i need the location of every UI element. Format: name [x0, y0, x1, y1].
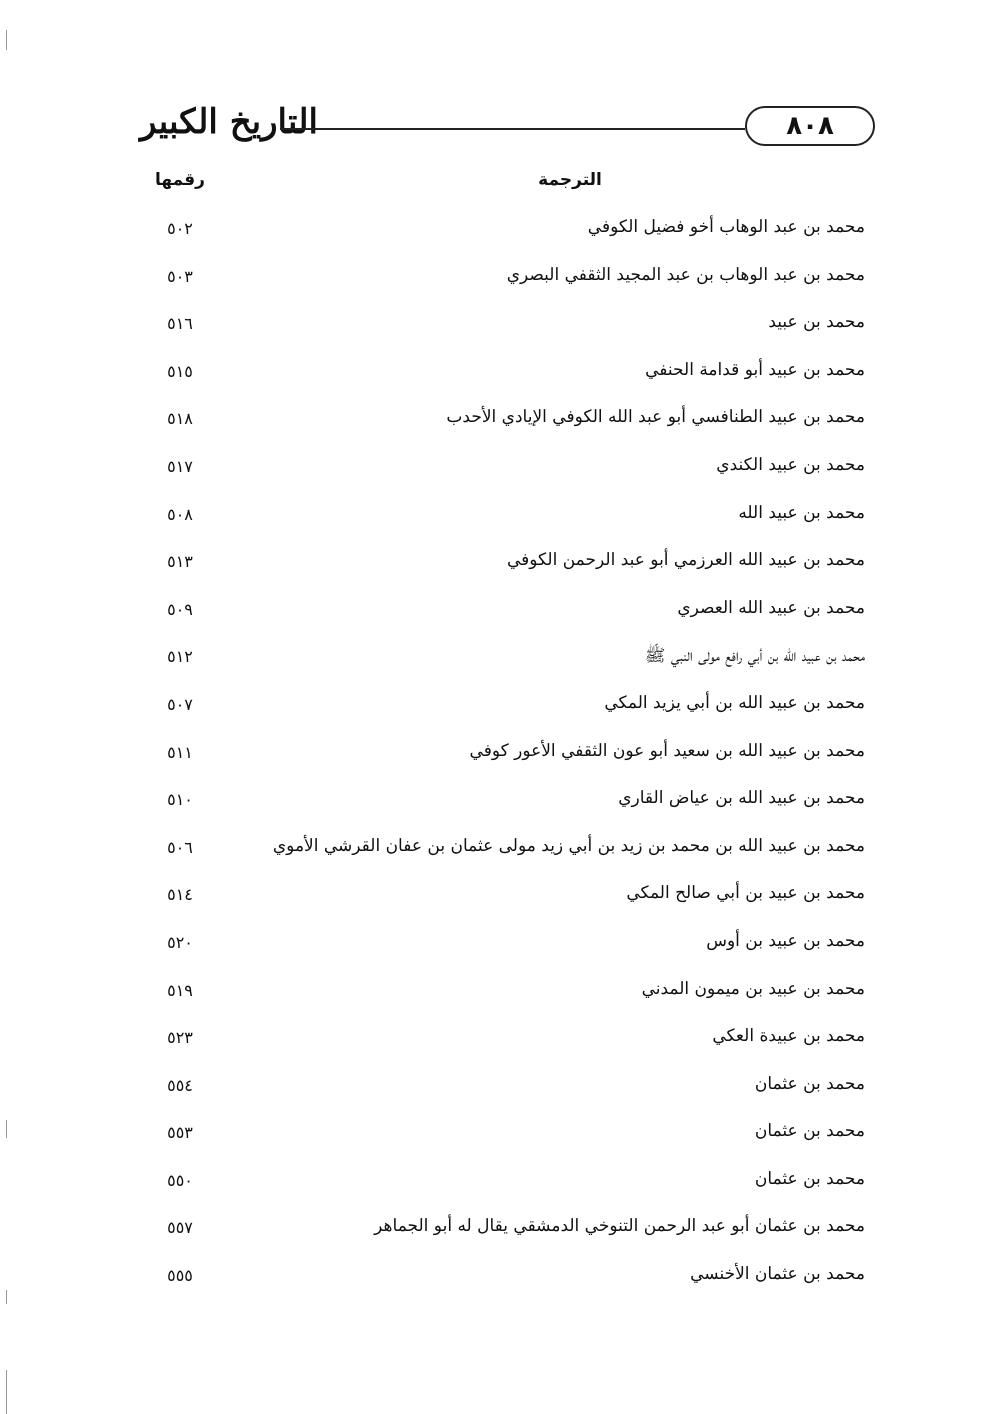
entry-number: ٥١٧ — [167, 456, 193, 476]
entry-number: ٥٠٣ — [167, 266, 193, 286]
entry-name: محمد بن عبيد بن ميمون المدني — [641, 978, 865, 999]
entry-number: ٥٠٢ — [167, 219, 193, 238]
entry-number: ٥٥٥ — [167, 1266, 193, 1286]
index-row — [150, 493, 865, 541]
scan-edge-mark — [6, 30, 7, 50]
index-row — [150, 873, 865, 921]
entry-number: ٥١٤ — [167, 885, 193, 905]
header-rule — [280, 128, 745, 130]
index-row — [150, 1254, 865, 1302]
index-row — [150, 350, 865, 398]
entry-name: محمد بن عبد الوهاب أخو فضيل الكوفي — [587, 217, 865, 237]
entry-name: محمد بن عبيد بن أبي صالح المكي — [626, 883, 865, 904]
entry-name: محمد بن عثمان أبو عبد الرحمن التنوخي الدمشقي يقال له أبو الجماهر — [374, 1216, 865, 1237]
index-row — [150, 540, 865, 588]
index-row — [150, 1206, 865, 1254]
scan-edge-mark — [6, 1120, 7, 1138]
entry-number: ٥١١ — [167, 742, 193, 762]
entry-number: ٥٥٤ — [167, 1075, 193, 1095]
index-list — [150, 207, 865, 1302]
book-title: التاريخ الكبير — [140, 102, 318, 142]
index-row — [150, 731, 865, 779]
page-number: ٨٠٨ — [745, 106, 875, 146]
page-header — [130, 100, 875, 160]
entry-number: ٥٢٠ — [167, 932, 193, 952]
entry-number: ٥٠٦ — [167, 837, 193, 857]
index-row — [150, 588, 865, 636]
entry-name: محمد بن عبيد الله بن عياض القاري — [618, 788, 865, 809]
scan-edge-mark — [6, 1370, 7, 1414]
index-row — [150, 921, 865, 969]
entry-number: ٥٠٧ — [167, 694, 193, 714]
entry-number: ٥٠٨ — [167, 504, 193, 524]
entry-number: ٥٠٩ — [167, 599, 193, 619]
entry-name: محمد بن عبيد الكندي — [716, 454, 865, 475]
entry-number: ٥٢٣ — [167, 1028, 193, 1048]
index-row — [150, 635, 865, 683]
entry-number: ٥١٥ — [167, 361, 193, 381]
index-row — [150, 969, 865, 1017]
entry-number: ٥١٠ — [167, 790, 193, 810]
entry-name: محمد بن عبيدة العكي — [712, 1026, 865, 1047]
entry-number: ٥١٦ — [167, 314, 193, 334]
entry-name: محمد بن عبيد الله العصري — [677, 597, 865, 618]
index-row — [150, 255, 865, 303]
entry-name: محمد بن عبيد الله بن أبي رافع مولى النبي ﷺ — [644, 646, 865, 667]
index-row — [150, 1064, 865, 1112]
entry-name: محمد بن عبد الوهاب بن عبد المجيد الثقفي البصري — [506, 264, 865, 285]
index-row — [150, 683, 865, 731]
entry-number: ٥٥٣ — [167, 1123, 193, 1143]
entry-name: محمد بن عبيد — [768, 312, 865, 333]
entry-name: محمد بن عبيد الله — [738, 502, 865, 523]
entry-name: محمد بن عبيد الله العرزمي أبو عبد الرحمن الكوفي — [506, 550, 865, 571]
index-row — [150, 1159, 865, 1207]
entry-number: ٥١٨ — [167, 409, 193, 429]
entry-number: ٥٥٠ — [167, 1170, 193, 1190]
column-header-number: رقمها — [155, 170, 205, 190]
entry-number: ٥١٢ — [167, 647, 193, 667]
entry-name: محمد بن عثمان الأخنسي — [690, 1264, 865, 1285]
entry-name: محمد بن عثمان — [754, 1073, 865, 1094]
entry-name: محمد بن عبيد بن أوس — [706, 930, 865, 951]
index-row — [150, 1016, 865, 1064]
entry-number: ٥١٩ — [167, 980, 193, 1000]
index-row — [150, 778, 865, 826]
index-row — [150, 302, 865, 350]
entry-name: محمد بن عبيد الله بن أبي يزيد المكي — [604, 692, 865, 713]
index-row — [150, 826, 865, 874]
entry-name: محمد بن عثمان — [754, 1168, 865, 1189]
scan-edge-mark — [6, 1290, 7, 1304]
entry-name: محمد بن عبيد أبو قدامة الحنفي — [645, 359, 865, 380]
entry-number: ٥١٣ — [167, 552, 193, 572]
entry-name: محمد بن عبيد الطنافسي أبو عبد الله الكوفي الإيادي الأحدب — [446, 407, 865, 428]
index-row — [150, 1111, 865, 1159]
index-row — [150, 207, 865, 255]
entry-name: محمد بن عبيد الله بن سعيد أبو عون الثقفي الأعور كوفي — [469, 740, 865, 761]
index-row — [150, 445, 865, 493]
entry-name: محمد بن عثمان — [754, 1121, 865, 1142]
column-header-title: الترجمة — [538, 170, 602, 190]
entry-number: ٥٥٧ — [167, 1218, 193, 1238]
entry-name: محمد بن عبيد الله بن محمد بن زيد بن أبي زيد مولى عثمان بن عفان القرشي الأموي — [272, 835, 865, 856]
index-row — [150, 397, 865, 445]
